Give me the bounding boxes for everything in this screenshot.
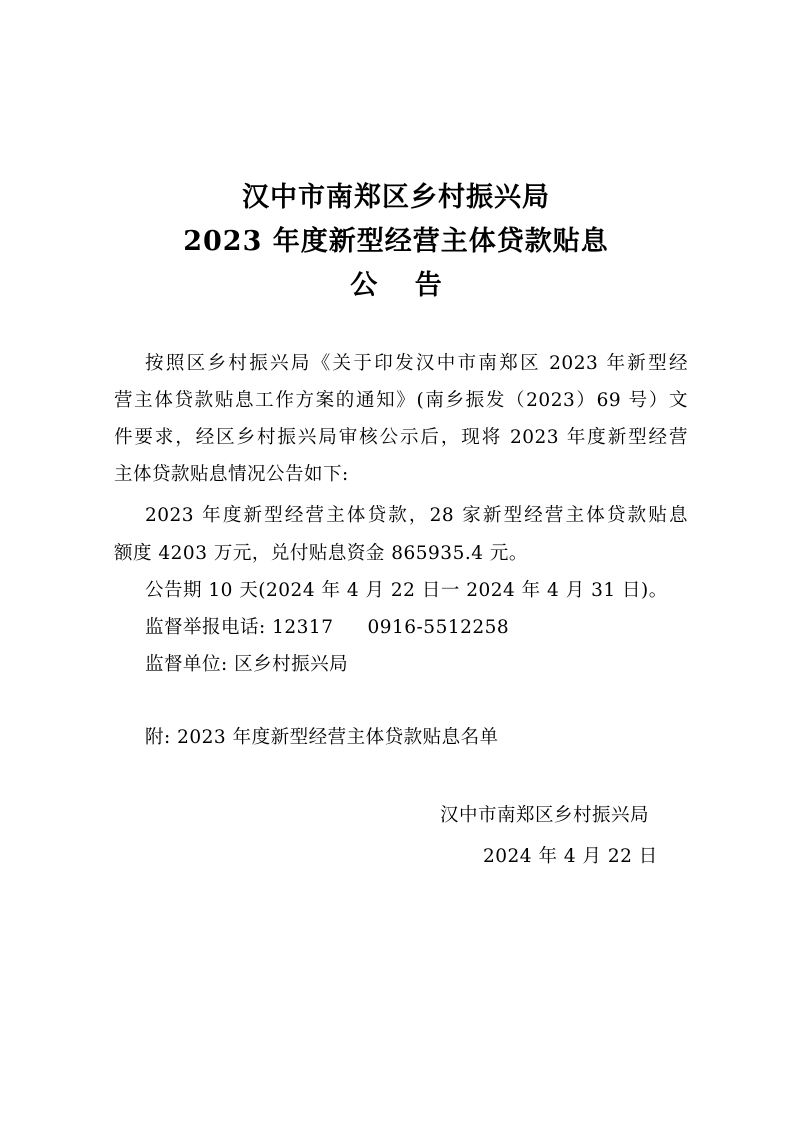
notice-period: 公告期 10 天(2024 年 4 月 22 日一 2024 年 4 月 31 日)。 bbox=[145, 580, 668, 601]
hotline bbox=[145, 614, 509, 642]
title-notice: 公 告 bbox=[350, 270, 456, 301]
hotline-label: 监督举报电话: 12317 bbox=[145, 617, 334, 638]
signature-organization: 汉中市南郑区乡村振兴局 bbox=[440, 805, 650, 826]
title-issuer: 汉中市南郑区乡村振兴局 bbox=[242, 182, 550, 213]
paragraph-2-line-2: 额度 4203 万元，兑付贴息资金 865935.4 元。 bbox=[114, 543, 528, 564]
paragraph-1-line-4: 主体贷款贴息情况公告如下: bbox=[114, 464, 349, 485]
hotline-number: 0916-5512258 bbox=[367, 617, 510, 638]
signature-date: 2024 年 4 月 22 日 bbox=[483, 846, 658, 867]
title-subject: 2023 年度新型经营主体贷款贴息 bbox=[183, 226, 609, 257]
paragraph-1-line-2: 营主体贷款贴息工作方案的通知》(南乡振发（2023）69 号）文 bbox=[114, 390, 688, 411]
attachment-note: 附: 2023 年度新型经营主体贷款贴息名单 bbox=[145, 727, 499, 748]
paragraph-1-line-3: 件要求，经区乡村振兴局审核公示后，现将 2023 年度新型经营 bbox=[114, 427, 688, 448]
supervisor: 监督单位: 区乡村振兴局 bbox=[145, 654, 349, 675]
paragraph-1-line-1: 按照区乡村振兴局《关于印发汉中市南郑区 2023 年新型经 bbox=[145, 353, 688, 374]
paragraph-2-line-1: 2023 年度新型经营主体贷款，28 家新型经营主体贷款贴息 bbox=[145, 505, 688, 526]
